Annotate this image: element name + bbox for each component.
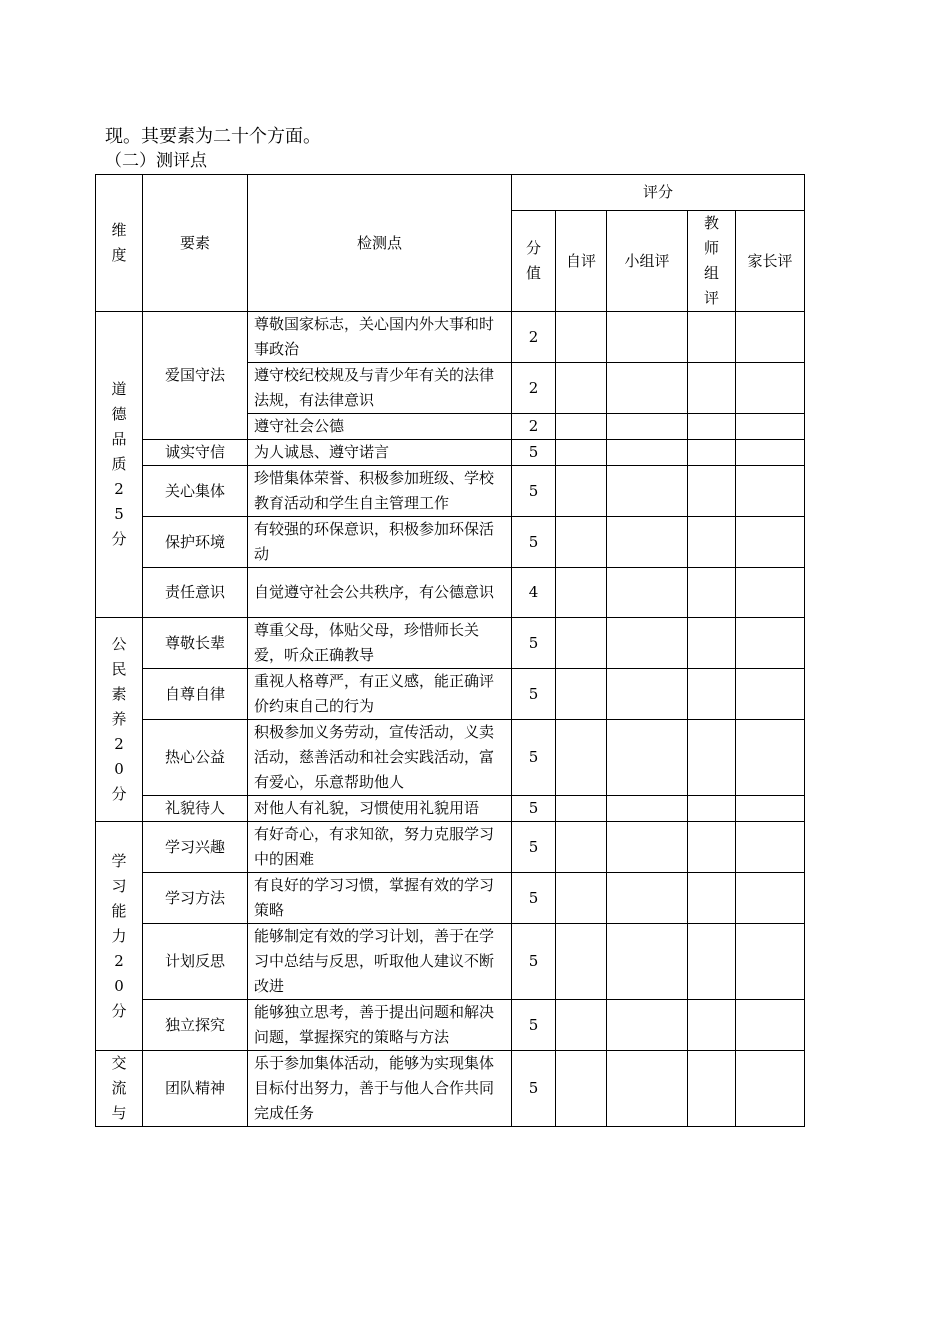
teacher-eval-cell — [688, 822, 736, 873]
teacher-eval-cell — [688, 414, 736, 440]
points-cell: 2 — [512, 363, 556, 414]
group-eval-cell — [607, 440, 688, 466]
table-row — [96, 1051, 805, 1127]
group-eval-cell — [607, 669, 688, 720]
points-cell: 5 — [512, 1000, 556, 1051]
checkpoint-header: 检测点 — [248, 175, 512, 312]
element-cell: 学习兴趣 — [143, 822, 248, 873]
points-cell: 4 — [512, 568, 556, 618]
dimension-cell: 道德品质25分 — [96, 312, 143, 618]
points-cell: 5 — [512, 873, 556, 924]
group-eval-cell — [607, 414, 688, 440]
checkpoint-cell: 能够独立思考，善于提出问题和解决问题，掌握探究的策略与方法 — [248, 1000, 512, 1051]
parent-eval-cell — [736, 924, 805, 1000]
self-eval-cell — [556, 669, 607, 720]
parent-eval-cell — [736, 568, 805, 618]
table-row — [96, 568, 805, 618]
checkpoint-cell: 有好奇心，有求知欲，努力克服学习中的困难 — [248, 822, 512, 873]
teacher-eval-cell — [688, 466, 736, 517]
checkpoint-cell: 尊敬国家标志，关心国内外大事和时事政治 — [248, 312, 512, 363]
points-cell: 5 — [512, 1051, 556, 1127]
parent-eval-cell — [736, 669, 805, 720]
parent-eval-cell — [736, 1051, 805, 1127]
checkpoint-cell: 积极参加义务劳动，宣传活动，义卖活动，慈善活动和社会实践活动，富有爱心，乐意帮助他人 — [248, 720, 512, 796]
checkpoint-cell: 乐于参加集体活动，能够为实现集体目标付出努力，善于与他人合作共同完成任务 — [248, 1051, 512, 1127]
self-eval-cell — [556, 822, 607, 873]
table-row — [96, 312, 805, 363]
dimension-cell: 学习能力20分 — [96, 822, 143, 1051]
parent-eval-header: 家长评 — [736, 211, 805, 312]
points-cell: 5 — [512, 720, 556, 796]
parent-eval-cell — [736, 312, 805, 363]
score-group-header: 评分 — [512, 175, 805, 211]
table-row — [96, 873, 805, 924]
teacher-eval-cell — [688, 517, 736, 568]
element-cell: 自尊自律 — [143, 669, 248, 720]
teacher-eval-cell — [688, 720, 736, 796]
teacher-eval-cell — [688, 924, 736, 1000]
teacher-eval-cell — [688, 669, 736, 720]
points-cell: 5 — [512, 440, 556, 466]
table-row — [96, 822, 805, 873]
parent-eval-cell — [736, 873, 805, 924]
checkpoint-cell: 为人诚恳、遵守诺言 — [248, 440, 512, 466]
group-eval-cell — [607, 873, 688, 924]
parent-eval-cell — [736, 822, 805, 873]
table-row — [96, 618, 805, 669]
teacher-eval-cell — [688, 873, 736, 924]
group-eval-header: 小组评 — [607, 211, 688, 312]
self-eval-cell — [556, 873, 607, 924]
group-eval-cell — [607, 568, 688, 618]
teacher-eval-cell — [688, 1051, 736, 1127]
element-cell: 礼貌待人 — [143, 796, 248, 822]
checkpoint-cell: 重视人格尊严，有正义感，能正确评价约束自己的行为 — [248, 669, 512, 720]
teacher-eval-cell — [688, 1000, 736, 1051]
points-cell: 5 — [512, 822, 556, 873]
checkpoint-cell: 有较强的环保意识，积极参加环保活动 — [248, 517, 512, 568]
element-cell: 热心公益 — [143, 720, 248, 796]
self-eval-cell — [556, 1000, 607, 1051]
group-eval-cell — [607, 796, 688, 822]
points-cell: 5 — [512, 466, 556, 517]
self-eval-cell — [556, 796, 607, 822]
table-row — [96, 720, 805, 796]
points-cell: 5 — [512, 796, 556, 822]
group-eval-cell — [607, 466, 688, 517]
teacher-eval-cell — [688, 568, 736, 618]
points-header: 分值 — [512, 211, 556, 312]
element-cell: 尊敬长辈 — [143, 618, 248, 669]
element-cell: 团队精神 — [143, 1051, 248, 1127]
dimension-cell: 公民素养20分 — [96, 618, 143, 822]
self-eval-cell — [556, 414, 607, 440]
element-cell: 爱国守法 — [143, 312, 248, 440]
parent-eval-cell — [736, 466, 805, 517]
parent-eval-cell — [736, 414, 805, 440]
checkpoint-cell: 遵守校纪校规及与青少年有关的法律法规，有法律意识 — [248, 363, 512, 414]
self-eval-cell — [556, 1051, 607, 1127]
table-row — [96, 466, 805, 517]
checkpoint-cell: 能够制定有效的学习计划，善于在学习中总结与反思，听取他人建议不断改进 — [248, 924, 512, 1000]
group-eval-cell — [607, 1000, 688, 1051]
element-cell: 诚实守信 — [143, 440, 248, 466]
group-eval-cell — [607, 618, 688, 669]
parent-eval-cell — [736, 1000, 805, 1051]
group-eval-cell — [607, 1051, 688, 1127]
table-row — [96, 1000, 805, 1051]
element-cell: 关心集体 — [143, 466, 248, 517]
points-cell: 2 — [512, 414, 556, 440]
checkpoint-cell: 尊重父母，体贴父母，珍惜师长关爱，听众正确教导 — [248, 618, 512, 669]
checkpoint-cell: 自觉遵守社会公共秩序，有公德意识 — [248, 568, 512, 618]
self-eval-cell — [556, 618, 607, 669]
parent-eval-cell — [736, 517, 805, 568]
table-row — [96, 924, 805, 1000]
self-eval-cell — [556, 312, 607, 363]
group-eval-cell — [607, 517, 688, 568]
points-cell: 5 — [512, 669, 556, 720]
group-eval-cell — [607, 312, 688, 363]
element-cell: 计划反思 — [143, 924, 248, 1000]
parent-eval-cell — [736, 363, 805, 414]
group-eval-cell — [607, 924, 688, 1000]
checkpoint-cell: 珍惜集体荣誉、积极参加班级、学校教育活动和学生自主管理工作 — [248, 466, 512, 517]
table-row — [96, 669, 805, 720]
teacher-eval-header: 教师组评 — [688, 211, 736, 312]
group-eval-cell — [607, 363, 688, 414]
group-eval-cell — [607, 822, 688, 873]
parent-eval-cell — [736, 618, 805, 669]
element-header: 要素 — [143, 175, 248, 312]
self-eval-cell — [556, 568, 607, 618]
teacher-eval-cell — [688, 618, 736, 669]
self-eval-header: 自评 — [556, 211, 607, 312]
checkpoint-cell: 遵守社会公德 — [248, 414, 512, 440]
header-row-1 — [96, 175, 805, 211]
element-cell: 保护环境 — [143, 517, 248, 568]
dimension-cell: 交流与 — [96, 1051, 143, 1127]
parent-eval-cell — [736, 796, 805, 822]
self-eval-cell — [556, 466, 607, 517]
table-row — [96, 440, 805, 466]
dimension-header: 维度 — [96, 175, 143, 312]
points-cell: 5 — [512, 924, 556, 1000]
self-eval-cell — [556, 720, 607, 796]
intro-text: 现。其要素为二十个方面。 — [105, 126, 321, 147]
self-eval-cell — [556, 440, 607, 466]
table-row — [96, 796, 805, 822]
points-cell: 5 — [512, 618, 556, 669]
teacher-eval-cell — [688, 312, 736, 363]
element-cell: 独立探究 — [143, 1000, 248, 1051]
teacher-eval-cell — [688, 363, 736, 414]
checkpoint-cell: 有良好的学习习惯，掌握有效的学习策略 — [248, 873, 512, 924]
group-eval-cell — [607, 720, 688, 796]
element-cell: 责任意识 — [143, 568, 248, 618]
self-eval-cell — [556, 517, 607, 568]
self-eval-cell — [556, 363, 607, 414]
element-cell: 学习方法 — [143, 873, 248, 924]
parent-eval-cell — [736, 440, 805, 466]
evaluation-table — [95, 174, 805, 1127]
section-title: （二）测评点 — [105, 151, 207, 171]
parent-eval-cell — [736, 720, 805, 796]
teacher-eval-cell — [688, 440, 736, 466]
points-cell: 5 — [512, 517, 556, 568]
table-row — [96, 517, 805, 568]
points-cell: 2 — [512, 312, 556, 363]
checkpoint-cell: 对他人有礼貌，习惯使用礼貌用语 — [248, 796, 512, 822]
self-eval-cell — [556, 924, 607, 1000]
teacher-eval-cell — [688, 796, 736, 822]
